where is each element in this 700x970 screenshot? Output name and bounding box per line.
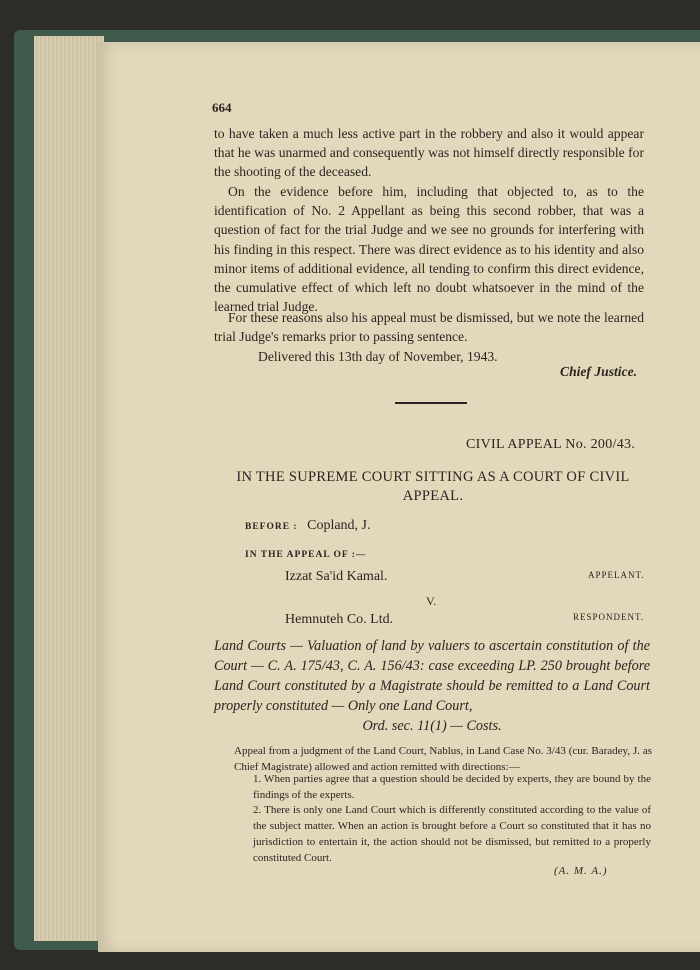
paragraph-2: On the evidence before him, including that objected to, as to the identification of No. 2 Appellant as being this second robber, that was a question of fact for the trial Judge and we see no grounds for interfering with his finding in this respect. There was direct evidence as to his identity and also minor items of additional evidence, all tending to confirm this direct evidence, the cumulative effect of which left no doubt whatsoever in the mind of the learned trial Judge.	[214, 184, 644, 315]
respondent-name: Hemnuteh Co. Ltd.	[285, 612, 394, 627]
appellant-name: Izzat Sa'id Kamal.	[285, 569, 388, 584]
page-edges	[34, 36, 104, 941]
delivered-line: Delivered this 13th day of November, 1943.	[258, 349, 498, 364]
appeal-text: Appeal from a judgment of the Land Court, Nablus, in Land Case No. 3/43 (cur. Baradey, J. as Chief Magistrate) allowed and action remitted with directions:—	[234, 745, 652, 773]
chief-justice-signoff: Chief Justice.	[560, 364, 638, 379]
page-number: 664	[212, 100, 232, 115]
headnote-last-line: Ord. sec. 11(1) — Costs.	[362, 718, 502, 734]
versus-label: V.	[426, 594, 437, 608]
civil-appeal-number: CIVIL APPEAL No. 200/43.	[466, 437, 636, 452]
appellant-role: APPELANT.	[588, 570, 645, 580]
editor-initials: (A. M. A.)	[554, 865, 608, 877]
paragraph-1: to have taken a much less active part in the robbery and also it would appear that he was unarmed and consequently was not himself directly responsible for the shooting of the deceased.	[214, 126, 644, 180]
point-2: 2. There is only one Land Court which is differently constituted according to the value of the subject matter. When an action is brought before a Court so constituted that it has no jurisdiction to entertain it, the action should not be dismissed, but remitted to a properly constituted Court.	[253, 804, 651, 864]
headnote	[214, 636, 650, 736]
appeal-of-label: IN THE APPEAL OF :—	[245, 550, 367, 560]
court-title: IN THE SUPREME COURT SITTING AS A COURT OF CIVIL APPEAL.	[236, 469, 630, 504]
section-divider	[395, 402, 467, 404]
point-1: 1. When parties agree that a question should be decided by experts, they are bound by the findings of the experts.	[253, 773, 651, 801]
paragraph-3: For these reasons also his appeal must be dismissed, but we note the learned trial Judge's remarks prior to passing sentence.	[214, 310, 644, 345]
headnote-main: Land Courts — Valuation of land by valuers to ascertain constitution of the Court — C. A. 175/43, C. A. 156/43: case exceeding LP. 250 brought before Land Court constituted by a Magistrate should be remitted to a Land Court properly constituted — Only one Land Court,	[214, 638, 650, 714]
judge-name: Copland, J.	[307, 518, 371, 533]
before-line	[245, 518, 371, 534]
respondent-role: RESPONDENT.	[573, 612, 645, 622]
before-label: BEFORE :	[245, 522, 298, 532]
